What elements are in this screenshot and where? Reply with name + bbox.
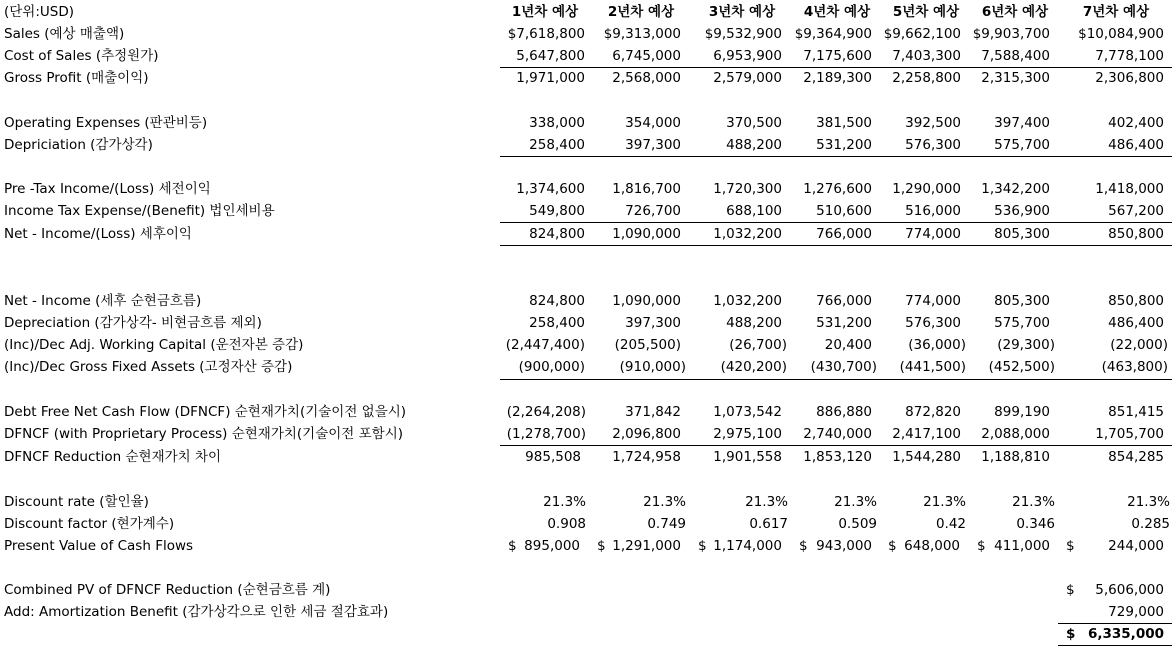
value-cell: $9,903,700 <box>972 26 1050 42</box>
value-cell: 1,090,000 <box>612 226 681 242</box>
year-header: 2년차 예상 <box>607 4 675 20</box>
row-label: Pre -Tax Income/(Loss) 세전이익 <box>4 181 211 197</box>
value-cell: 5,606,000 <box>1095 582 1164 598</box>
year-header: 5년차 예상 <box>892 4 960 20</box>
value-cell: $9,313,000 <box>603 26 681 42</box>
table-row <box>0 513 1172 535</box>
value-cell: (2,264,208) <box>506 404 586 420</box>
value-cell: 531,200 <box>816 315 872 331</box>
value-cell: 851,415 <box>1108 404 1164 420</box>
value-cell: 0.42 <box>935 516 966 532</box>
value-cell: (1,278,700) <box>506 426 586 442</box>
summary-row <box>0 579 1172 601</box>
value-cell: 2,189,300 <box>803 70 872 86</box>
total-value: 6,335,000 <box>1087 626 1164 642</box>
value-cell: 6,745,000 <box>612 48 681 64</box>
value-cell: 1,290,000 <box>892 181 961 197</box>
row-label: Depreciation (감가상각- 비현금흐름 제외) <box>4 315 262 331</box>
value-cell: 774,000 <box>905 293 961 309</box>
value-cell: (452,500) <box>988 359 1055 375</box>
row-label: Net - Income/(Loss) 세후이익 <box>4 226 192 242</box>
value-cell: 21.3% <box>543 494 586 510</box>
value-cell: $9,364,900 <box>794 26 872 42</box>
value-cell: 648,000 <box>904 538 960 554</box>
value-cell: 7,588,400 <box>981 48 1050 64</box>
value-cell: 2,306,800 <box>1095 70 1164 86</box>
value-cell: 729,000 <box>1108 604 1164 620</box>
value-cell: 531,200 <box>816 137 872 153</box>
value-cell: 854,285 <box>1108 449 1164 465</box>
row-label: Present Value of Cash Flows <box>4 538 194 554</box>
table-row <box>0 134 1172 156</box>
value-cell: 258,400 <box>529 137 585 153</box>
currency-symbol: $ <box>698 538 707 554</box>
value-cell: 886,880 <box>816 404 872 420</box>
row-label: DFNCF Reduction 순현재가치 차이 <box>4 449 222 465</box>
currency-symbol: $ <box>1066 582 1075 598</box>
value-cell: 1,418,000 <box>1095 181 1164 197</box>
value-cell: 488,200 <box>726 137 782 153</box>
value-cell: 824,800 <box>529 226 585 242</box>
currency-symbol: $ <box>799 538 808 554</box>
value-cell: 766,000 <box>816 293 872 309</box>
value-cell: 1,090,000 <box>612 293 681 309</box>
value-cell: 0.509 <box>838 516 877 532</box>
table-row <box>0 45 1172 67</box>
value-cell: 824,800 <box>529 293 585 309</box>
row-label: Sales (예상 매출액) <box>4 26 125 42</box>
value-cell: 21.3% <box>1012 494 1055 510</box>
underline <box>500 156 1172 157</box>
value-cell: (205,500) <box>614 337 681 353</box>
table-row <box>0 356 1172 378</box>
year-header: 1년차 예상 <box>511 4 579 20</box>
table-row <box>0 290 1172 312</box>
value-cell: 2,568,000 <box>612 70 681 86</box>
value-cell: 2,315,300 <box>981 70 1050 86</box>
table-row <box>0 423 1172 445</box>
value-cell: (26,700) <box>729 337 787 353</box>
value-cell: 850,800 <box>1108 226 1164 242</box>
currency-symbol: $ <box>888 538 897 554</box>
value-cell: (22,000) <box>1110 337 1168 353</box>
value-cell: 872,820 <box>905 404 961 420</box>
value-cell: 576,300 <box>905 137 961 153</box>
table-row <box>0 23 1172 45</box>
value-cell: (29,300) <box>997 337 1055 353</box>
table-row <box>0 446 1172 468</box>
value-cell: 21.3% <box>923 494 966 510</box>
value-cell: 1,853,120 <box>803 449 872 465</box>
value-cell: 1,724,958 <box>612 449 681 465</box>
value-cell: 258,400 <box>529 315 585 331</box>
row-label: Add: Amortization Benefit (감가상각으로 인한 세금 절감효과) <box>4 604 389 620</box>
value-cell: (430,700) <box>810 359 877 375</box>
value-cell: 985,508 <box>525 449 581 465</box>
row-label: Debt Free Net Cash Flow (DFNCF) 순현재가치(기술이전 없을시) <box>4 404 407 420</box>
currency-symbol: $ <box>1066 626 1076 642</box>
value-cell: 370,500 <box>726 115 782 131</box>
value-cell: $10,084,900 <box>1078 26 1164 42</box>
value-cell: 20,400 <box>824 337 872 353</box>
value-cell: $9,532,900 <box>704 26 782 42</box>
value-cell: 397,400 <box>994 115 1050 131</box>
value-cell: 2,088,000 <box>981 426 1050 442</box>
table-row <box>0 223 1172 245</box>
value-cell: 0.749 <box>647 516 686 532</box>
value-cell: 397,300 <box>625 137 681 153</box>
underline <box>500 379 1172 380</box>
value-cell: 6,953,900 <box>713 48 782 64</box>
value-cell: 7,403,300 <box>892 48 961 64</box>
value-cell: 21.3% <box>834 494 877 510</box>
value-cell: 2,417,100 <box>892 426 961 442</box>
value-cell: 0.908 <box>547 516 586 532</box>
table-row <box>0 491 1172 513</box>
row-label: Income Tax Expense/(Benefit) 법인세비용 <box>4 203 275 219</box>
header-row <box>0 1 1172 23</box>
value-cell: 2,258,800 <box>892 70 961 86</box>
value-cell: 488,200 <box>726 315 782 331</box>
value-cell: 21.3% <box>1127 494 1170 510</box>
value-cell: 1,816,700 <box>612 181 681 197</box>
value-cell: 1,544,280 <box>892 449 961 465</box>
value-cell: (463,800) <box>1101 359 1168 375</box>
value-cell: 486,400 <box>1108 315 1164 331</box>
value-cell: (910,000) <box>619 359 686 375</box>
table-row <box>0 67 1172 89</box>
table-row <box>0 535 1172 557</box>
table-row <box>0 312 1172 334</box>
value-cell: 1,971,000 <box>516 70 585 86</box>
value-cell: 2,975,100 <box>713 426 782 442</box>
value-cell: 1,073,542 <box>713 404 782 420</box>
value-cell: (36,000) <box>908 337 966 353</box>
value-cell: (420,200) <box>720 359 787 375</box>
value-cell: 536,900 <box>994 203 1050 219</box>
value-cell: 381,500 <box>816 115 872 131</box>
value-cell: 1,174,000 <box>713 538 782 554</box>
value-cell: 486,400 <box>1108 137 1164 153</box>
currency-symbol: $ <box>977 538 986 554</box>
value-cell: 244,000 <box>1108 538 1164 554</box>
value-cell: 2,740,000 <box>803 426 872 442</box>
row-label: Operating Expenses (판관비등) <box>4 115 208 131</box>
value-cell: 850,800 <box>1108 293 1164 309</box>
value-cell: 516,000 <box>905 203 961 219</box>
value-cell: 567,200 <box>1108 203 1164 219</box>
value-cell: 7,175,600 <box>803 48 872 64</box>
row-label: (Inc)/Dec Gross Fixed Assets (고정자산 증감) <box>4 359 293 375</box>
value-cell: 0.285 <box>1131 516 1170 532</box>
currency-symbol: $ <box>508 538 517 554</box>
value-cell: 1,720,300 <box>713 181 782 197</box>
value-cell: 688,100 <box>726 203 782 219</box>
row-label: Combined PV of DFNCF Reduction (순현금흐름 계) <box>4 582 331 598</box>
year-header: 3년차 예상 <box>708 4 776 20</box>
value-cell: 2,096,800 <box>612 426 681 442</box>
value-cell: 899,190 <box>994 404 1050 420</box>
currency-symbol: $ <box>1066 538 1075 554</box>
value-cell: 510,600 <box>816 203 872 219</box>
value-cell: 1,032,200 <box>713 293 782 309</box>
row-label: (Inc)/Dec Adj. Working Capital (운전자본 증감) <box>4 337 304 353</box>
value-cell: 805,300 <box>994 293 1050 309</box>
value-cell: 21.3% <box>745 494 788 510</box>
total-row <box>0 623 1172 645</box>
value-cell: 402,400 <box>1108 115 1164 131</box>
summary-row <box>0 601 1172 623</box>
value-cell: 726,700 <box>625 203 681 219</box>
year-header: 6년차 예상 <box>981 4 1049 20</box>
row-label: Discount rate (할인율) <box>4 494 149 510</box>
row-label: Depriciation (감가상각) <box>4 137 153 153</box>
value-cell: $9,662,100 <box>883 26 961 42</box>
value-cell: 943,000 <box>816 538 872 554</box>
value-cell: (2,447,400) <box>505 337 585 353</box>
row-label: Net - Income (세후 순현금흐름) <box>4 293 202 309</box>
value-cell: 1,276,600 <box>803 181 872 197</box>
value-cell: (441,500) <box>899 359 966 375</box>
value-cell: 766,000 <box>816 226 872 242</box>
value-cell: 371,842 <box>625 404 681 420</box>
row-label: Cost of Sales (추정원가) <box>4 48 159 64</box>
underline <box>1058 645 1172 646</box>
table-row <box>0 401 1172 423</box>
currency-symbol: $ <box>597 538 606 554</box>
value-cell: 338,000 <box>529 115 585 131</box>
row-label: Gross Profit (매출이익) <box>4 70 149 86</box>
value-cell: 805,300 <box>994 226 1050 242</box>
value-cell: 576,300 <box>905 315 961 331</box>
value-cell: 392,500 <box>905 115 961 131</box>
value-cell: 5,647,800 <box>516 48 585 64</box>
table-row <box>0 334 1172 356</box>
value-cell: 354,000 <box>625 115 681 131</box>
value-cell: 774,000 <box>905 226 961 242</box>
value-cell: 1,032,200 <box>713 226 782 242</box>
value-cell: $7,618,800 <box>507 26 585 42</box>
value-cell: 575,700 <box>994 137 1050 153</box>
value-cell: 397,300 <box>625 315 681 331</box>
table-row <box>0 200 1172 222</box>
value-cell: 1,291,000 <box>612 538 681 554</box>
value-cell: 2,579,000 <box>713 70 782 86</box>
value-cell: 411,000 <box>994 538 1050 554</box>
value-cell: (900,000) <box>518 359 585 375</box>
table-row <box>0 178 1172 200</box>
value-cell: 1,188,810 <box>981 449 1050 465</box>
value-cell: 1,374,600 <box>516 181 585 197</box>
value-cell: 21.3% <box>643 494 686 510</box>
value-cell: 549,800 <box>529 203 585 219</box>
value-cell: 1,705,700 <box>1095 426 1164 442</box>
year-header: 4년차 예상 <box>803 4 871 20</box>
underline <box>500 245 1172 246</box>
unit-label: (단위:USD) <box>4 4 75 20</box>
value-cell: 0.346 <box>1016 516 1055 532</box>
row-label: DFNCF (with Proprietary Process) 순현재가치(기술이전 포함시) <box>4 426 404 442</box>
value-cell: 7,778,100 <box>1095 48 1164 64</box>
value-cell: 1,342,200 <box>981 181 1050 197</box>
year-header: 7년차 예상 <box>1082 4 1150 20</box>
row-label: Discount factor (현가계수) <box>4 516 175 532</box>
value-cell: 1,901,558 <box>713 449 782 465</box>
value-cell: 895,000 <box>524 538 580 554</box>
value-cell: 0.617 <box>749 516 788 532</box>
value-cell: 575,700 <box>994 315 1050 331</box>
table-row <box>0 112 1172 134</box>
